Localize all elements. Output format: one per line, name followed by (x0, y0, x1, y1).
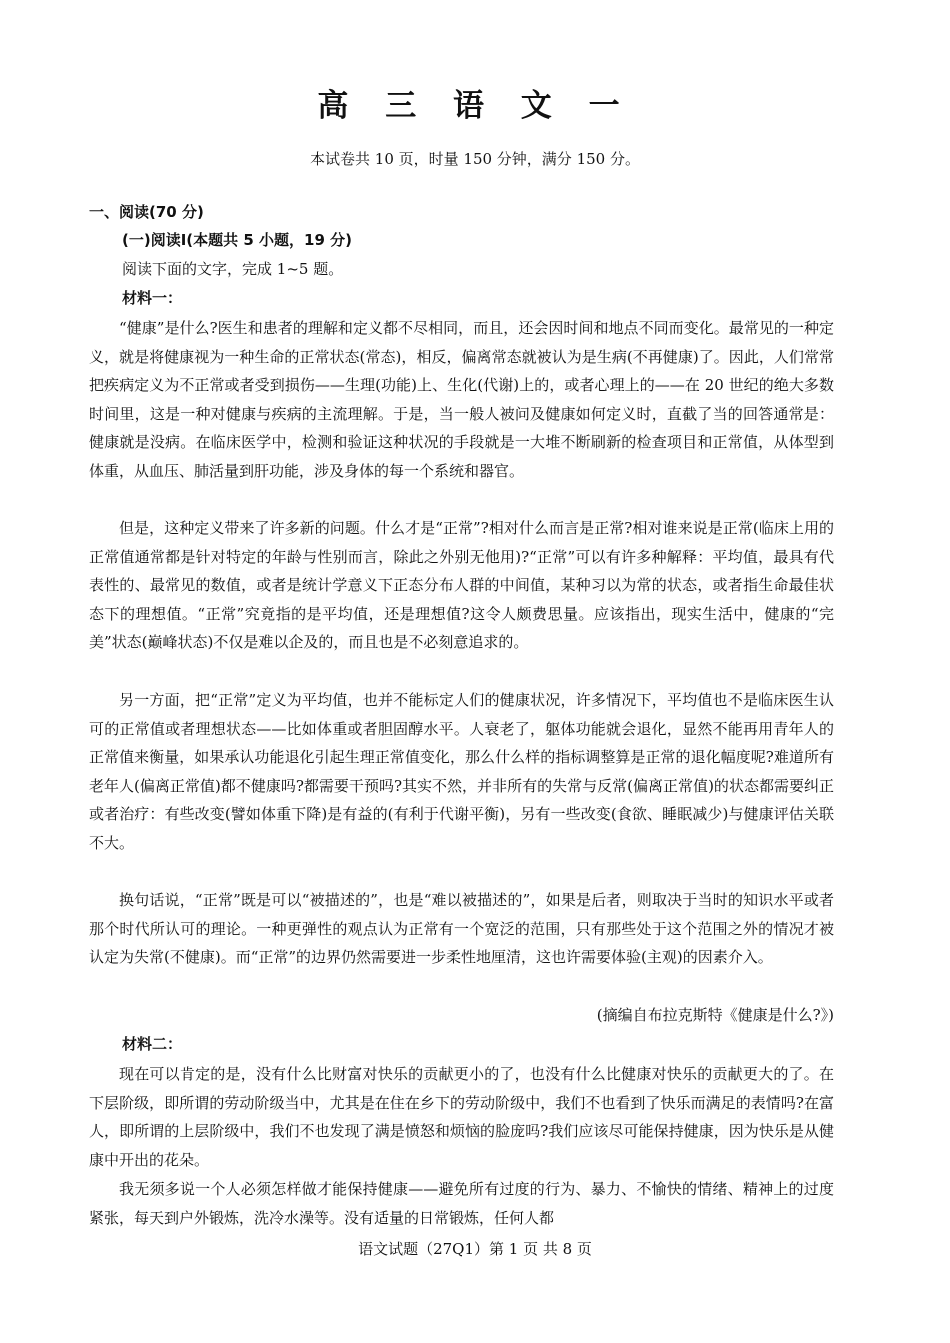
material-1-paragraph: “健康”是什么?医生和患者的理解和定义都不尽相同，而且，还会因时间和地点不同而变化。最常见的一种定义，就是将健康视为一种生命的正常状态(常态)，相反，偏离常态就被认为是生病(不再健康)了。因此，人们常常把疾病定义为不正常或者受到损伤——生理(功能)上、生化(代谢)上的，或者心理上的——在 20 世纪的绝大多数时间里，这是一种对健康与疾病的主流理解。于是，当一般人被问及健康如何定义时，直截了当的回答通常是：健康就是没病。在临床医学中，检测和验证这种状况的手段就是一大堆不断刷新的检查项目和正常值，从体型到体重，从血压、肺活量到肝功能，涉及身体的每一个系统和器官。 (89, 319, 834, 480)
material-1-paragraph: 换句话说，“正常”既是可以“被描述的”，也是“难以被描述的”，如果是后者，则取决于当时的知识水平或者那个时代所认可的理论。一种更弹性的观点认为正常有一个宽泛的范围，只有那些处于这个范围之外的情况才被认定为失常(不健康)。而“正常”的边界仍然需要进一步柔性地厘清，这也许需要体验(主观)的因素介入。 (89, 891, 834, 966)
section-heading: 一、阅读(70 分) (89, 203, 204, 221)
material-1-source: (摘编自布拉克斯特《健康是什么?》) (596, 1006, 834, 1024)
page-footer: 语文试题（27Q1）第 1 页 共 8 页 (358, 1240, 592, 1258)
material-1-paragraph: 另一方面，把“正常”定义为平均值，也并不能标定人们的健康状况，许多情况下，平均值也不是临床医生认可的正常值或者理想状态——比如体重或者胆固醇水平。人衰老了，躯体功能就会退化，显然不能再用青年人的正常值来衡量，如果承认功能退化引起生理正常值变化，那么什么样的指标调整算是正常的退化幅度呢?难道所有老年人(偏离正常值)都不健康吗?都需要干预吗?其实不然，并非所有的失常与反常(偏离正常值)的状态都需要纠正或者治疗：有些改变(譬如体重下降)是有益的(有利于代谢平衡)，另有一些改变(食欲、睡眠减少)与健康评估关联不大。 (89, 691, 834, 852)
exam-info: 本试卷共 10 页，时量 150 分钟，满分 150 分。 (310, 150, 640, 168)
material-2-paragraph: 现在可以肯定的是，没有什么比财富对快乐的贡献更小的了，也没有什么比健康对快乐的贡献更大的了。在下层阶级，即所谓的劳动阶级当中，尤其是在住在乡下的劳动阶级中，我们不也看到了快乐而满足的表情吗?在富人，即所谓的上层阶级中，我们不也发现了满是愤怒和烦恼的脸庞吗?我们应该尽可能保持健康，因为快乐是从健康中开出的花朵。 (89, 1065, 834, 1169)
material-2-paragraph: 我无须多说一个人必须怎样做才能保持健康——避免所有过度的行为、暴力、不愉快的情绪、精神上的过度紧张，每天到户外锻炼，洗冷水澡等。没有适量的日常锻炼，任何人都 (89, 1180, 834, 1227)
exam-title: 高 三 语 文 一 (317, 88, 633, 124)
material-1-paragraph: 但是，这种定义带来了许多新的问题。什么才是“正常”?相对什么而言是正常?相对谁来说是正常(临床上用的正常值通常都是针对特定的年龄与性别而言，除此之外别无他用)?“正常”可以有许多种解释：平均值，最具有代表性的、最常见的数值，或者是统计学意义下正态分布人群的中间值，某种习以为常的状态，或者指生命最佳状态下的理想值。“正常”究竟指的是平均值，还是理想值?这令人颇费思量。应该指出，现实生活中，健康的“完美”状态(巅峰状态)不仅是难以企及的，而且也是不必刻意追求的。 (89, 519, 834, 651)
reading-instruction: 阅读下面的文字，完成 1~5 题。 (122, 260, 344, 278)
material-2-label: 材料二： (122, 1035, 183, 1053)
part-heading: (一)阅读Ⅰ(本题共 5 小题，19 分) (122, 231, 352, 249)
material-1-label: 材料一： (122, 289, 183, 307)
